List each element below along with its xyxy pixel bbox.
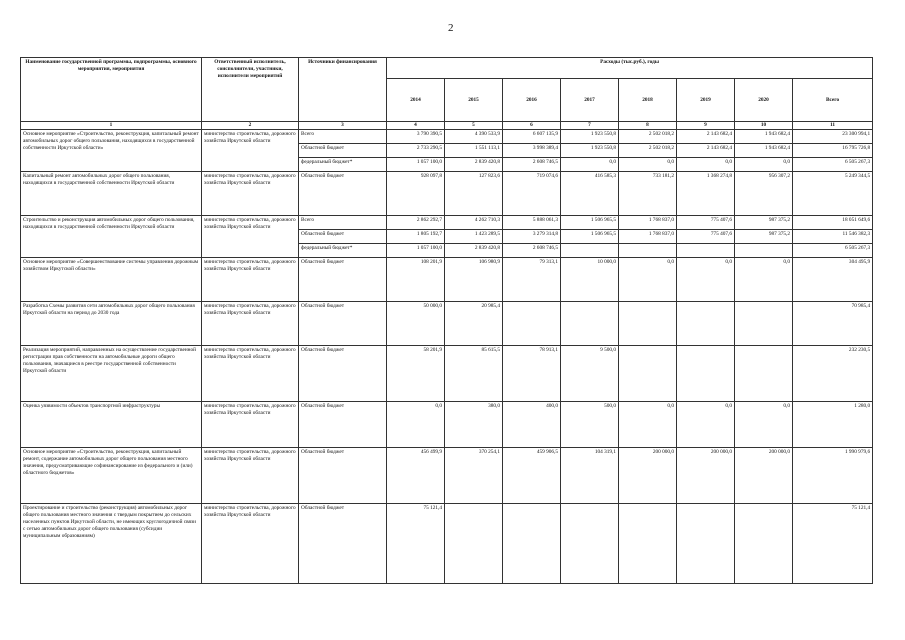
expense-value: 2 143 682,4 [677,129,735,143]
expense-value [735,503,793,583]
expense-value: 416 585,3 [561,171,619,215]
funding-source: Областной бюджет [299,229,387,243]
funding-source: Областной бюджет [299,143,387,157]
expense-value: 370 254,1 [445,447,503,503]
responsible-executor: министерство строительства, дорожного хозяйства Иркутской области [202,345,299,401]
expense-value: 2 608 746,5 [503,157,561,171]
expense-value [561,243,619,257]
expense-value: 0,0 [677,157,735,171]
funding-source: федеральный бюджет* [299,243,387,257]
column-number: 10 [735,122,793,130]
responsible-executor: министерство строительства, дорожного хозяйства Иркутской области [202,257,299,301]
year-header: 2019 [677,79,735,122]
column-number: 7 [561,122,619,130]
expense-value: 0,0 [387,401,445,447]
expense-value: 1 923 550,8 [561,143,619,157]
responsible-executor: министерство строительства, дорожного хозяйства Иркутской области [202,503,299,583]
column-number: 4 [387,122,445,130]
expense-value: 2 502 018,2 [619,129,677,143]
expense-value: 6 505 267,3 [793,243,873,257]
funding-source: Областной бюджет [299,401,387,447]
header-source: Источники финансирования [299,58,387,122]
funding-source: Областной бюджет [299,257,387,301]
expense-value: 0,0 [619,157,677,171]
expense-value: 0,0 [619,257,677,301]
responsible-executor: министерство строительства, дорожного хозяйства Иркутской области [202,129,299,171]
activity-name: Проектирование и строительство (реконструкция) автомобильных дорог общего пользования местного значения с твердым покрытием до сельских населенных пунктов Иркутской области, не имеющих круглогодичной связи с сетью автомобильных дорог общего пользования (субсидии муниципальным образованиям) [21,503,202,583]
expense-value: 456 499,9 [387,447,445,503]
year-header: 2015 [445,79,503,122]
header-name: Наименование государственной программы, подпрограммы, основного мероприятия, мероприятия [21,58,202,122]
expense-value: 232 230,5 [793,345,873,401]
expense-value: 1 923 550,8 [561,129,619,143]
expense-value: 500,0 [561,401,619,447]
funding-source: Областной бюджет [299,171,387,215]
column-number: 2 [202,122,299,130]
activity-name: Капитальный ремонт автомобильных дорог общего пользования, находящихся в государственной собственности Иркутской области [21,171,202,215]
expense-value: 380,0 [445,401,503,447]
expense-value [735,345,793,401]
expense-value: 200 000,0 [735,447,793,503]
expense-value: 5 888 061,3 [503,215,561,229]
expense-value [677,243,735,257]
expense-value: 85 615,5 [445,345,503,401]
table-row [21,503,873,583]
expense-value: 1 943 682,4 [735,129,793,143]
expense-value [445,503,503,583]
expense-value: 4 390 533,9 [445,129,503,143]
expense-value: 733 181,2 [619,171,677,215]
header-responsible: Ответственный исполнитель, соисполнители, участники, исполнители мероприятий [202,58,299,122]
expense-value [561,503,619,583]
expense-value: 20 985,4 [445,301,503,345]
expense-value: 3 998 389,4 [503,143,561,157]
expense-value: 2 839 420,8 [445,157,503,171]
expense-value: 2 733 290,5 [387,143,445,157]
expense-value [503,503,561,583]
expense-value: 775 407,6 [677,229,735,243]
expense-value: 23 300 994,1 [793,129,873,143]
expense-value: 1 057 100,0 [387,243,445,257]
expense-value: 50 000,0 [387,301,445,345]
expense-value: 18 051 649,6 [793,215,873,229]
column-number: 3 [299,122,387,130]
expense-value: 1 280,0 [793,401,873,447]
expense-value: 0,0 [735,401,793,447]
column-numbers-row [21,122,873,130]
expense-value [503,301,561,345]
column-number: 9 [677,122,735,130]
expense-value [619,243,677,257]
expense-value: 6 505 267,3 [793,157,873,171]
expense-value: 0,0 [735,257,793,301]
table-row [21,447,873,503]
expense-value: 11 546 382,3 [793,229,873,243]
responsible-executor: министерство строительства, дорожного хозяйства Иркутской области [202,215,299,257]
expense-value: 987 375,2 [735,215,793,229]
expense-value: 3 279 314,8 [503,229,561,243]
expense-value: 9 500,0 [561,345,619,401]
column-number: 6 [503,122,561,130]
expense-value: 2 143 682,4 [677,143,735,157]
table-row [21,401,873,447]
funding-source: Областной бюджет [299,301,387,345]
table-row [21,215,873,229]
activity-name: Основное мероприятие «Строительство, реконструкция, капитальный ремонт автомобильных дорог общего пользования, находящихся в государственной собственности Иркутской области» [21,129,202,171]
expense-value: 775 407,6 [677,215,735,229]
header-expenses: Расходы (тыс.руб.), годы [387,58,873,79]
funding-source: Всего [299,215,387,229]
expense-value: 78 913,1 [503,345,561,401]
expense-value: 1 423 289,5 [445,229,503,243]
table-body [21,129,873,583]
expense-value [735,243,793,257]
expense-value: 2 502 018,2 [619,143,677,157]
year-header: 2016 [503,79,561,122]
responsible-executor: министерство строительства, дорожного хозяйства Иркутской области [202,171,299,215]
expense-value: 0,0 [619,401,677,447]
expense-value: 956 307,2 [735,171,793,215]
expense-value: 987 375,2 [735,229,793,243]
expense-value: 3 790 390,5 [387,129,445,143]
column-number: 8 [619,122,677,130]
expense-value [619,301,677,345]
expense-value: 0,0 [677,401,735,447]
expense-value: 0,0 [677,257,735,301]
expense-value: 0,0 [561,157,619,171]
year-header: Всего [793,79,873,122]
year-header: 2014 [387,79,445,122]
expense-value: 2 839 420,8 [445,243,503,257]
funding-source: Областной бюджет [299,503,387,583]
funding-source: федеральный бюджет* [299,157,387,171]
expense-value: 200 000,0 [677,447,735,503]
expense-value: 1 506 965,5 [561,229,619,243]
expense-value: 75 121,4 [793,503,873,583]
activity-name: Реализация мероприятий, направленных на осуществление государственной регистрации прав собственности на автомобильные дороги общего пользования, значащиеся в реестре государственной собственности Иркутской области [21,345,202,401]
activity-name: Разработка Схемы развития сети автомобильных дорог общего пользования Иркутской области на период до 2030 года [21,301,202,345]
expense-value [619,345,677,401]
funding-source: Областной бюджет [299,447,387,503]
expense-value [735,301,793,345]
expense-value: 304 495,9 [793,257,873,301]
expense-value: 2 608 746,5 [503,243,561,257]
expense-value: 1 990 979,6 [793,447,873,503]
expense-value: 459 906,5 [503,447,561,503]
expense-value: 1 768 837,0 [619,215,677,229]
expense-value: 1 057 100,0 [387,157,445,171]
expense-value: 719 074,6 [503,171,561,215]
year-header: 2020 [735,79,793,122]
expense-value [677,345,735,401]
expense-value: 400,0 [503,401,561,447]
expense-value [677,503,735,583]
expense-value: 70 985,4 [793,301,873,345]
page-number: 2 [448,22,454,34]
table-row [21,345,873,401]
funding-source: Всего [299,129,387,143]
expense-value: 1 943 682,4 [735,143,793,157]
expense-value: 2 862 292,7 [387,215,445,229]
table-row [21,171,873,215]
expense-value: 6 607 135,9 [503,129,561,143]
column-number: 11 [793,122,873,130]
expense-value: 4 262 710,3 [445,215,503,229]
table-row [21,257,873,301]
expense-value: 108 201,9 [387,257,445,301]
expense-value: 79 313,1 [503,257,561,301]
expense-value: 0,0 [735,157,793,171]
expense-value: 1 805 192,7 [387,229,445,243]
expense-value: 1 551 113,1 [445,143,503,157]
column-number: 5 [445,122,503,130]
activity-name: Основное мероприятие «Совершенствование системы управления дорожным хозяйством Иркутской области» [21,257,202,301]
year-header: 2017 [561,79,619,122]
expense-value: 104 319,1 [561,447,619,503]
expense-value: 106 980,9 [445,257,503,301]
expense-value: 1 506 965,5 [561,215,619,229]
expense-value: 5 249 344,5 [793,171,873,215]
expense-value: 200 000,0 [619,447,677,503]
activity-name: Строительство и реконструкция автомобильных дорог общего пользования, находящихся в государственной собственности Иркутской области [21,215,202,257]
year-header: 2018 [619,79,677,122]
responsible-executor: министерство строительства, дорожного хозяйства Иркутской области [202,401,299,447]
expense-value: 75 121,4 [387,503,445,583]
table-row [21,301,873,345]
responsible-executor: министерство строительства, дорожного хозяйства Иркутской области [202,301,299,345]
expense-value: 16 795 726,8 [793,143,873,157]
expense-value: 127 823,6 [445,171,503,215]
expense-value: 1 768 837,0 [619,229,677,243]
expense-value: 10 000,0 [561,257,619,301]
activity-name: Основное мероприятие «Строительство, реконструкция, капитальный ремонт, содержание автомобильных дорог общего пользования местного значения, предусматривающие софинансирование из федерального и (или) областного бюджетов» [21,447,202,503]
table-row [21,129,873,143]
column-number: 1 [21,122,202,130]
expense-value: 928 097,8 [387,171,445,215]
expense-value: 1 368 274,8 [677,171,735,215]
activity-name: Оценка уязвимости объектов транспортной инфраструктуры [21,401,202,447]
funding-source: Областной бюджет [299,345,387,401]
expense-value [561,301,619,345]
expense-value [619,503,677,583]
responsible-executor: министерство строительства, дорожного хозяйства Иркутской области [202,447,299,503]
expenses-table [20,57,873,584]
expense-value: 58 201,9 [387,345,445,401]
expense-value [677,301,735,345]
